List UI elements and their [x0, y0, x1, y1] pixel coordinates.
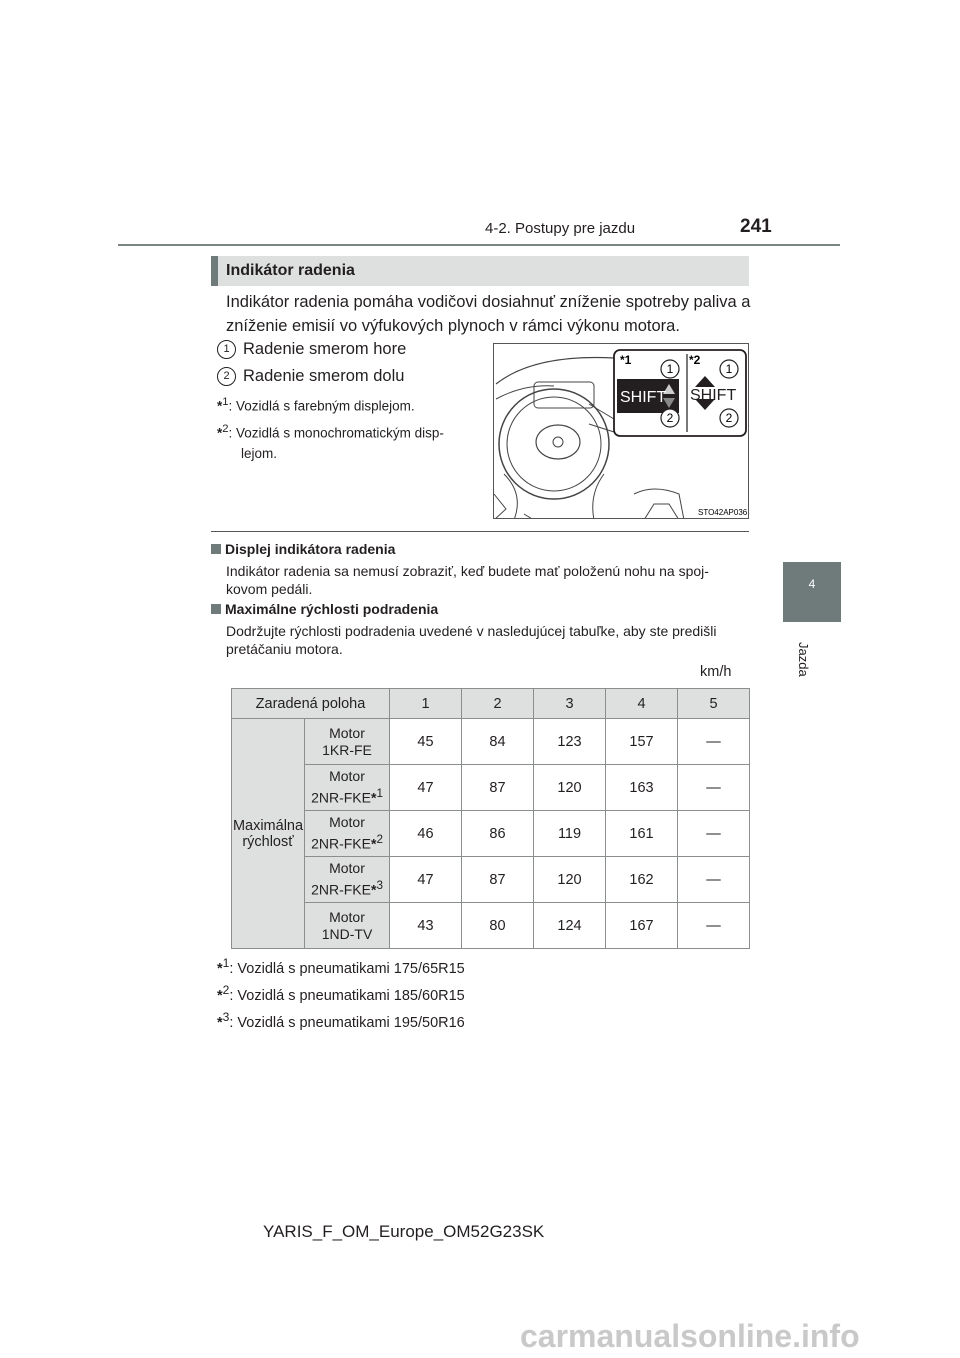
body-line: pretáčaniu motora.: [226, 641, 343, 657]
table-row: [232, 765, 750, 811]
engine-cell: [305, 811, 390, 857]
footnote-2: [217, 419, 477, 464]
speed-cell: 80: [462, 903, 534, 949]
speed-cell: 163: [606, 765, 678, 811]
speed-cell: 120: [534, 765, 606, 811]
engine-cell: [305, 903, 390, 949]
chapter-label: Jazda: [796, 642, 811, 677]
footnote-sup: 2: [222, 423, 229, 435]
footnote-star: *: [217, 1014, 223, 1031]
engine-line: 2NR-FKE: [311, 789, 371, 806]
speed-cell: 47: [390, 765, 462, 811]
bullet-square-icon: [211, 544, 221, 554]
footnote-1: [217, 392, 415, 417]
chapter-tab: [783, 562, 841, 622]
table-row: [232, 719, 750, 765]
speed-cell: 157: [606, 719, 678, 765]
footnote-text: : Vozidlá s monochromatickým disp-: [228, 425, 444, 441]
callout-1-mono: 1: [725, 362, 733, 376]
star-2-label: *2: [689, 353, 701, 367]
item-number-1: 1: [217, 340, 236, 359]
speed-cell: 86: [462, 811, 534, 857]
engine-line: Motor: [329, 908, 365, 925]
speed-cell: 47: [390, 857, 462, 903]
speed-cell: 46: [390, 811, 462, 857]
table-header-row: [232, 689, 750, 719]
speed-cell: —: [678, 719, 750, 765]
subsection-title: Displej indikátora radenia: [225, 541, 396, 557]
subsection-speeds-heading: [211, 601, 438, 617]
header-divider: [118, 244, 840, 246]
subsection-speeds-body: [226, 622, 717, 658]
footnote-sup: 1: [222, 956, 230, 970]
engine-line: Motor: [329, 814, 365, 831]
subsection-title: Maximálne rýchlosti podradenia: [225, 601, 439, 617]
footnote-star: *: [370, 789, 377, 806]
document-id: YARIS_F_OM_Europe_OM52G23SK: [263, 1222, 545, 1241]
footnote-sup: 2: [376, 833, 383, 847]
downshift-speed-table: [231, 688, 750, 949]
footnote-star: *: [217, 398, 223, 414]
table-footnote-2: [217, 983, 465, 1004]
speed-cell: 124: [534, 903, 606, 949]
dashboard-drawing: [494, 344, 749, 519]
footnote-star: *: [217, 987, 223, 1004]
header-gear: 4: [606, 689, 678, 719]
body-line: Indikátor radenia sa nemusí zobraziť, keď budete mať položenú nohu na spoj-: [226, 563, 709, 579]
speed-cell: 161: [606, 811, 678, 857]
footnote-text: : Vozidlá s farebným displejom.: [228, 398, 415, 414]
row-label-line: rýchlosť: [242, 833, 294, 850]
table-row: [232, 811, 750, 857]
body-line: Dodržujte rýchlosti podradenia uvedené v nasledujúcej tabuľke, aby ste predišli: [226, 623, 717, 639]
footnote-star: *: [370, 881, 377, 898]
row-label: [232, 719, 305, 949]
watermark: carmanualsonline.info: [520, 1318, 860, 1354]
speed-cell: 162: [606, 857, 678, 903]
speed-cell: 87: [462, 765, 534, 811]
footnote-text-cont: lejom.: [241, 445, 278, 461]
footnote-sup: 1: [222, 396, 229, 408]
engine-cell: [305, 719, 390, 765]
color-shift-label: SHIFT: [620, 389, 667, 406]
header-gear: 1: [390, 689, 462, 719]
speed-cell: 84: [462, 719, 534, 765]
header-gear: 3: [534, 689, 606, 719]
section-divider: [211, 531, 749, 532]
section-title-bar: [211, 256, 749, 286]
engine-line: Motor: [329, 860, 365, 877]
header-gear: 5: [678, 689, 750, 719]
header-gear: 2: [462, 689, 534, 719]
speed-cell: —: [678, 811, 750, 857]
engine-line: 2NR-FKE: [311, 881, 371, 898]
speed-cell: —: [678, 765, 750, 811]
speed-cell: 120: [534, 857, 606, 903]
engine-line: Motor: [329, 768, 365, 785]
item-downshift-text: Radenie smerom dolu: [243, 367, 405, 385]
footnote-sup: 3: [376, 879, 383, 893]
engine-line: 1KR-FE: [322, 741, 372, 758]
speed-cell: 43: [390, 903, 462, 949]
section-title: Indikátor radenia: [226, 262, 355, 279]
callout-2-color: 2: [666, 411, 674, 425]
subsection-display-heading: [211, 541, 395, 557]
engine-cell: [305, 857, 390, 903]
shift-indicator-illustration: [493, 343, 749, 519]
table-unit: km/h: [700, 664, 732, 680]
page-number: 241: [740, 216, 772, 237]
header-section-title: 4-2. Postupy pre jazdu: [485, 220, 636, 237]
speed-cell: 123: [534, 719, 606, 765]
footnote-sup: 1: [376, 787, 383, 801]
engine-cell: [305, 765, 390, 811]
speed-cell: —: [678, 857, 750, 903]
speed-cell: 87: [462, 857, 534, 903]
table-footnote-3: [217, 1010, 465, 1031]
speed-cell: 119: [534, 811, 606, 857]
intro-paragraph: Indikátor radenia pomáha vodičovi dosiahnuť zníženie spotreby paliva a zníženie emisií vo výfukových plynoch v rámci výkonu motora.: [226, 293, 751, 335]
footnote-text: : Vozidlá s pneumatikami 185/60R15: [229, 987, 465, 1004]
footnote-star: *: [370, 835, 377, 852]
engine-line: Motor: [329, 724, 365, 741]
footnote-star: *: [217, 960, 223, 977]
table-footnote-1: [217, 956, 465, 977]
chapter-number: 4: [808, 577, 816, 591]
bullet-square-icon: [211, 604, 221, 614]
illustration-code: STO42AP036: [698, 508, 748, 517]
engine-line: 2NR-FKE: [311, 835, 371, 852]
footnote-sup: 3: [222, 1010, 230, 1024]
row-label-line: Maximálna: [232, 817, 304, 834]
engine-line: 1ND-TV: [321, 925, 373, 942]
item-number-2: 2: [217, 367, 236, 386]
item-upshift-text: Radenie smerom hore: [243, 340, 407, 358]
star-1-label: *1: [620, 353, 632, 367]
footnote-star: *: [217, 425, 223, 441]
speed-cell: 167: [606, 903, 678, 949]
table-row: [232, 857, 750, 903]
speed-cell: —: [678, 903, 750, 949]
header-gear-position: Zaradená poloha: [232, 689, 390, 719]
footnote-text: : Vozidlá s pneumatikami 175/65R15: [229, 960, 465, 977]
footnote-text: : Vozidlá s pneumatikami 195/50R16: [229, 1014, 465, 1031]
speed-cell: 45: [390, 719, 462, 765]
callout-2-mono: 2: [725, 411, 733, 425]
body-line: kovom pedáli.: [226, 581, 313, 597]
subsection-display-body: [226, 562, 709, 598]
mono-shift-label: SHIFT: [690, 387, 737, 404]
footnote-sup: 2: [222, 983, 230, 997]
callout-1-color: 1: [666, 362, 674, 376]
table-row: [232, 903, 750, 949]
